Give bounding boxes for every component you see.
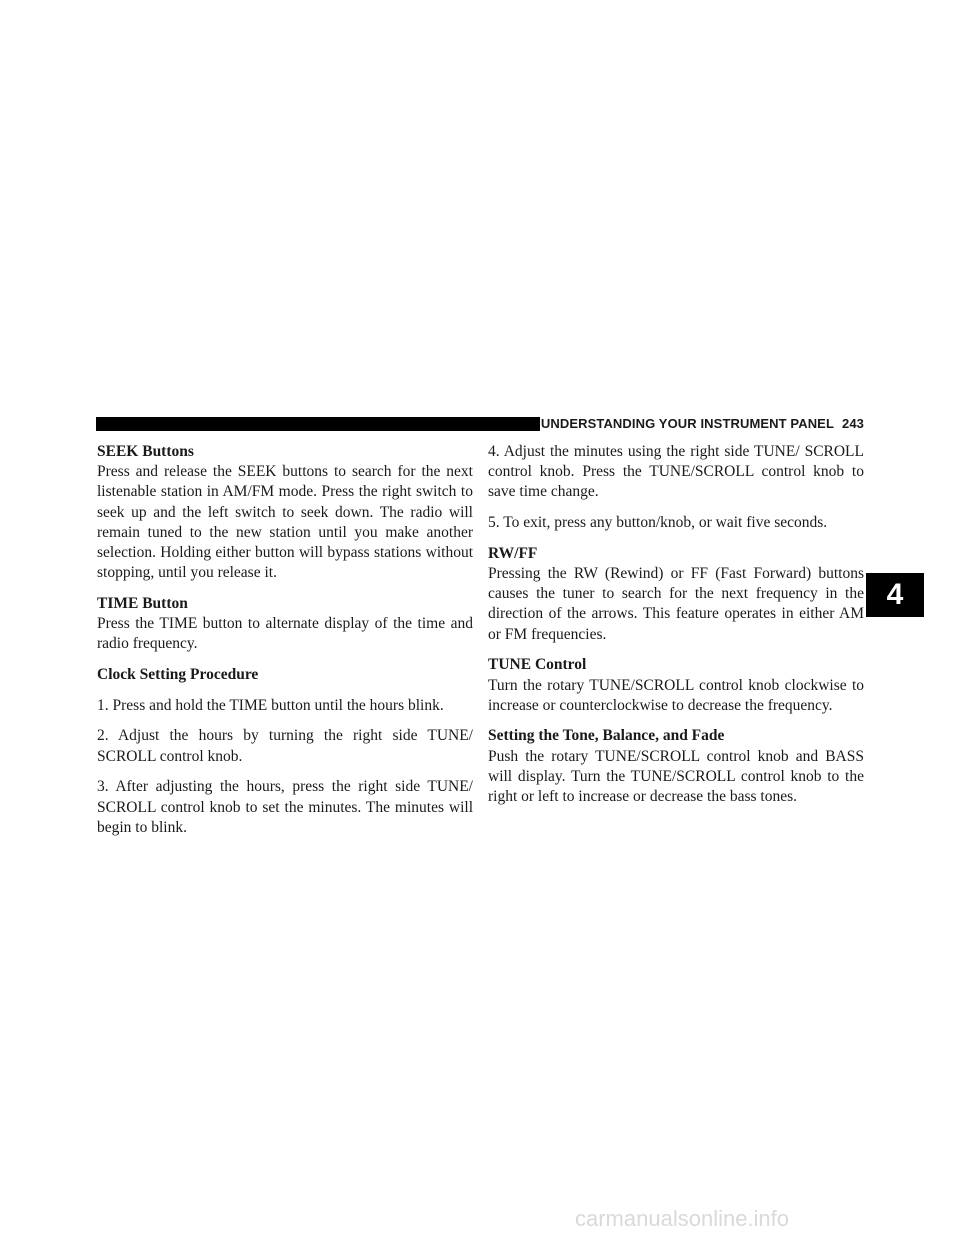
paragraph-tone-balance-fade: Push the rotary TUNE/SCROLL control knob and BASS will display. Turn the TUNE/SCROLL control knob to the right or left to increase or decrease the bass tones.	[488, 747, 864, 806]
section-title: UNDERSTANDING YOUR INSTRUMENT PANEL	[540, 416, 834, 431]
heading-seek-buttons: SEEK Buttons	[97, 443, 194, 460]
chapter-tab: 4	[866, 573, 924, 617]
clock-step-5: 5. To exit, press any button/knob, or wait five seconds.	[488, 514, 828, 532]
watermark: carmanualsonline.info	[575, 1206, 790, 1231]
header-rule	[96, 417, 540, 431]
heading-rw-ff: RW/FF	[488, 544, 538, 562]
heading-tone-balance-fade: Setting the Tone, Balance, and Fade	[488, 727, 725, 745]
heading-clock-setting: Clock Setting Procedure	[97, 666, 259, 684]
clock-step-1: 1. Press and hold the TIME button until the hours blink.	[97, 696, 444, 714]
left-column	[97, 442, 473, 848]
clock-step-4: 4. Adjust the minutes using the right side TUNE/ SCROLL control knob. Press the TUNE/SCROLL control knob to save time change.	[488, 443, 864, 501]
paragraph-tune-control: Turn the rotary TUNE/SCROLL control knob clockwise to increase or counterclockwise to decrease the frequency.	[488, 676, 864, 714]
paragraph-rw-ff: Pressing the RW (Rewind) or FF (Fast Forward) buttons causes the tuner to search for the next frequency in the direction of the arrows. This feature operates in either AM or FM frequencies.	[488, 565, 864, 643]
heading-tune-control: TUNE Control	[488, 656, 587, 674]
running-header	[541, 414, 864, 434]
paragraph-time-button: Press the TIME button to alternate display of the time and radio frequency.	[97, 615, 473, 653]
heading-time-button: TIME Button	[97, 594, 188, 612]
clock-step-3: 3. After adjusting the hours, press the right side TUNE/ SCROLL control knob to set the minutes. The minutes will begin to blink.	[97, 778, 473, 836]
right-column	[488, 442, 864, 818]
paragraph-seek-buttons: Press and release the SEEK buttons to search for the next listenable station in AM/FM mode. Press the right switch to seek up and the left switch to seek down. The radio will remain tuned to the new station until you make another selection. Holding either button will bypass stations without stopping, until you release it.	[97, 463, 473, 582]
clock-step-2: 2. Adjust the hours by turning the right side TUNE/ SCROLL control knob.	[97, 727, 473, 765]
page-number: 243	[842, 416, 864, 431]
